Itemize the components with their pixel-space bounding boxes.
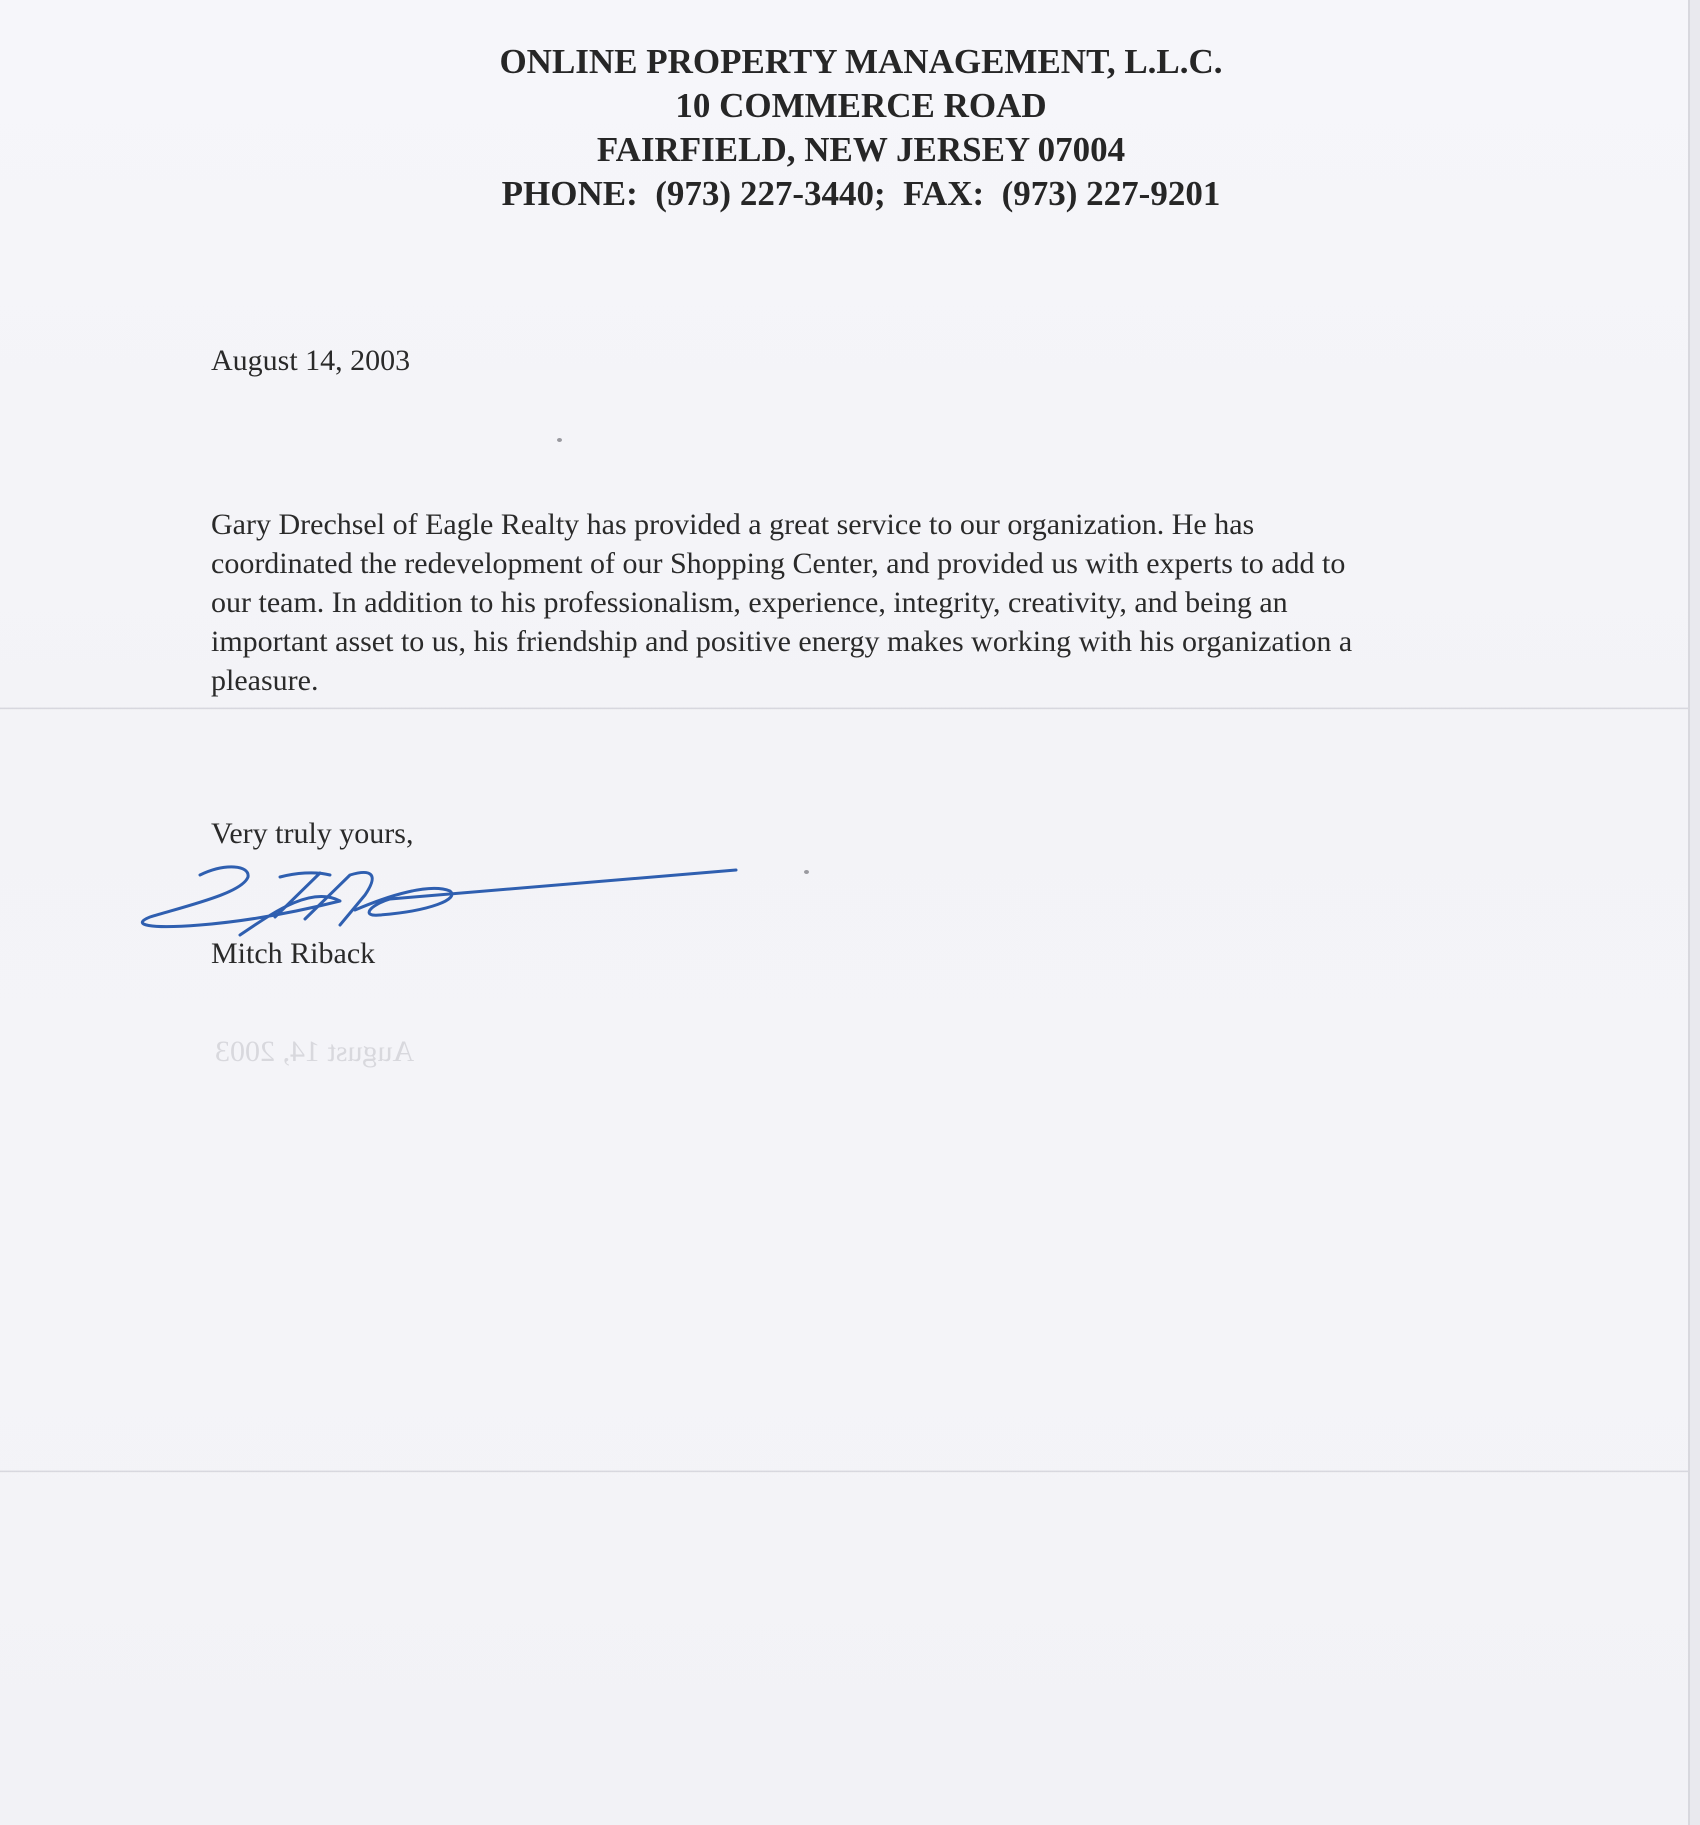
paper-speck: [804, 870, 809, 874]
body-line: our team. In addition to his professionalism, experience, integrity, creativity, and being an: [211, 586, 1288, 619]
body-line: Gary Drechsel of Eagle Realty has provided a great service to our organization. He has: [211, 508, 1255, 541]
body-line: pleasure.: [211, 664, 319, 697]
paper-fold-line: [0, 707, 1688, 710]
body-line: coordinated the redevelopment of our Shopping Center, and provided us with experts to add to: [211, 547, 1346, 580]
paper-speck: [557, 438, 562, 442]
handwritten-signature: [130, 855, 750, 945]
signer-name: Mitch Riback: [211, 937, 376, 970]
city-state-zip: FAIRFIELD, NEW JERSEY 07004: [596, 130, 1126, 169]
closing: Very truly yours,: [211, 817, 414, 850]
street-address: 10 COMMERCE ROAD: [675, 86, 1047, 125]
paper-fold-line: [0, 1470, 1688, 1473]
company-name: ONLINE PROPERTY MANAGEMENT, L.L.C.: [499, 42, 1223, 81]
letter-date: August 14, 2003: [211, 344, 411, 377]
show-through-text: August 14, 2003: [215, 1035, 415, 1068]
letter-body: [211, 505, 1511, 700]
phone-fax: PHONE: (973) 227-3440; FAX: (973) 227-9201: [501, 174, 1221, 213]
letterhead: [0, 40, 1700, 216]
body-line: important asset to us, his friendship and positive energy makes working with his organization a: [211, 625, 1353, 658]
